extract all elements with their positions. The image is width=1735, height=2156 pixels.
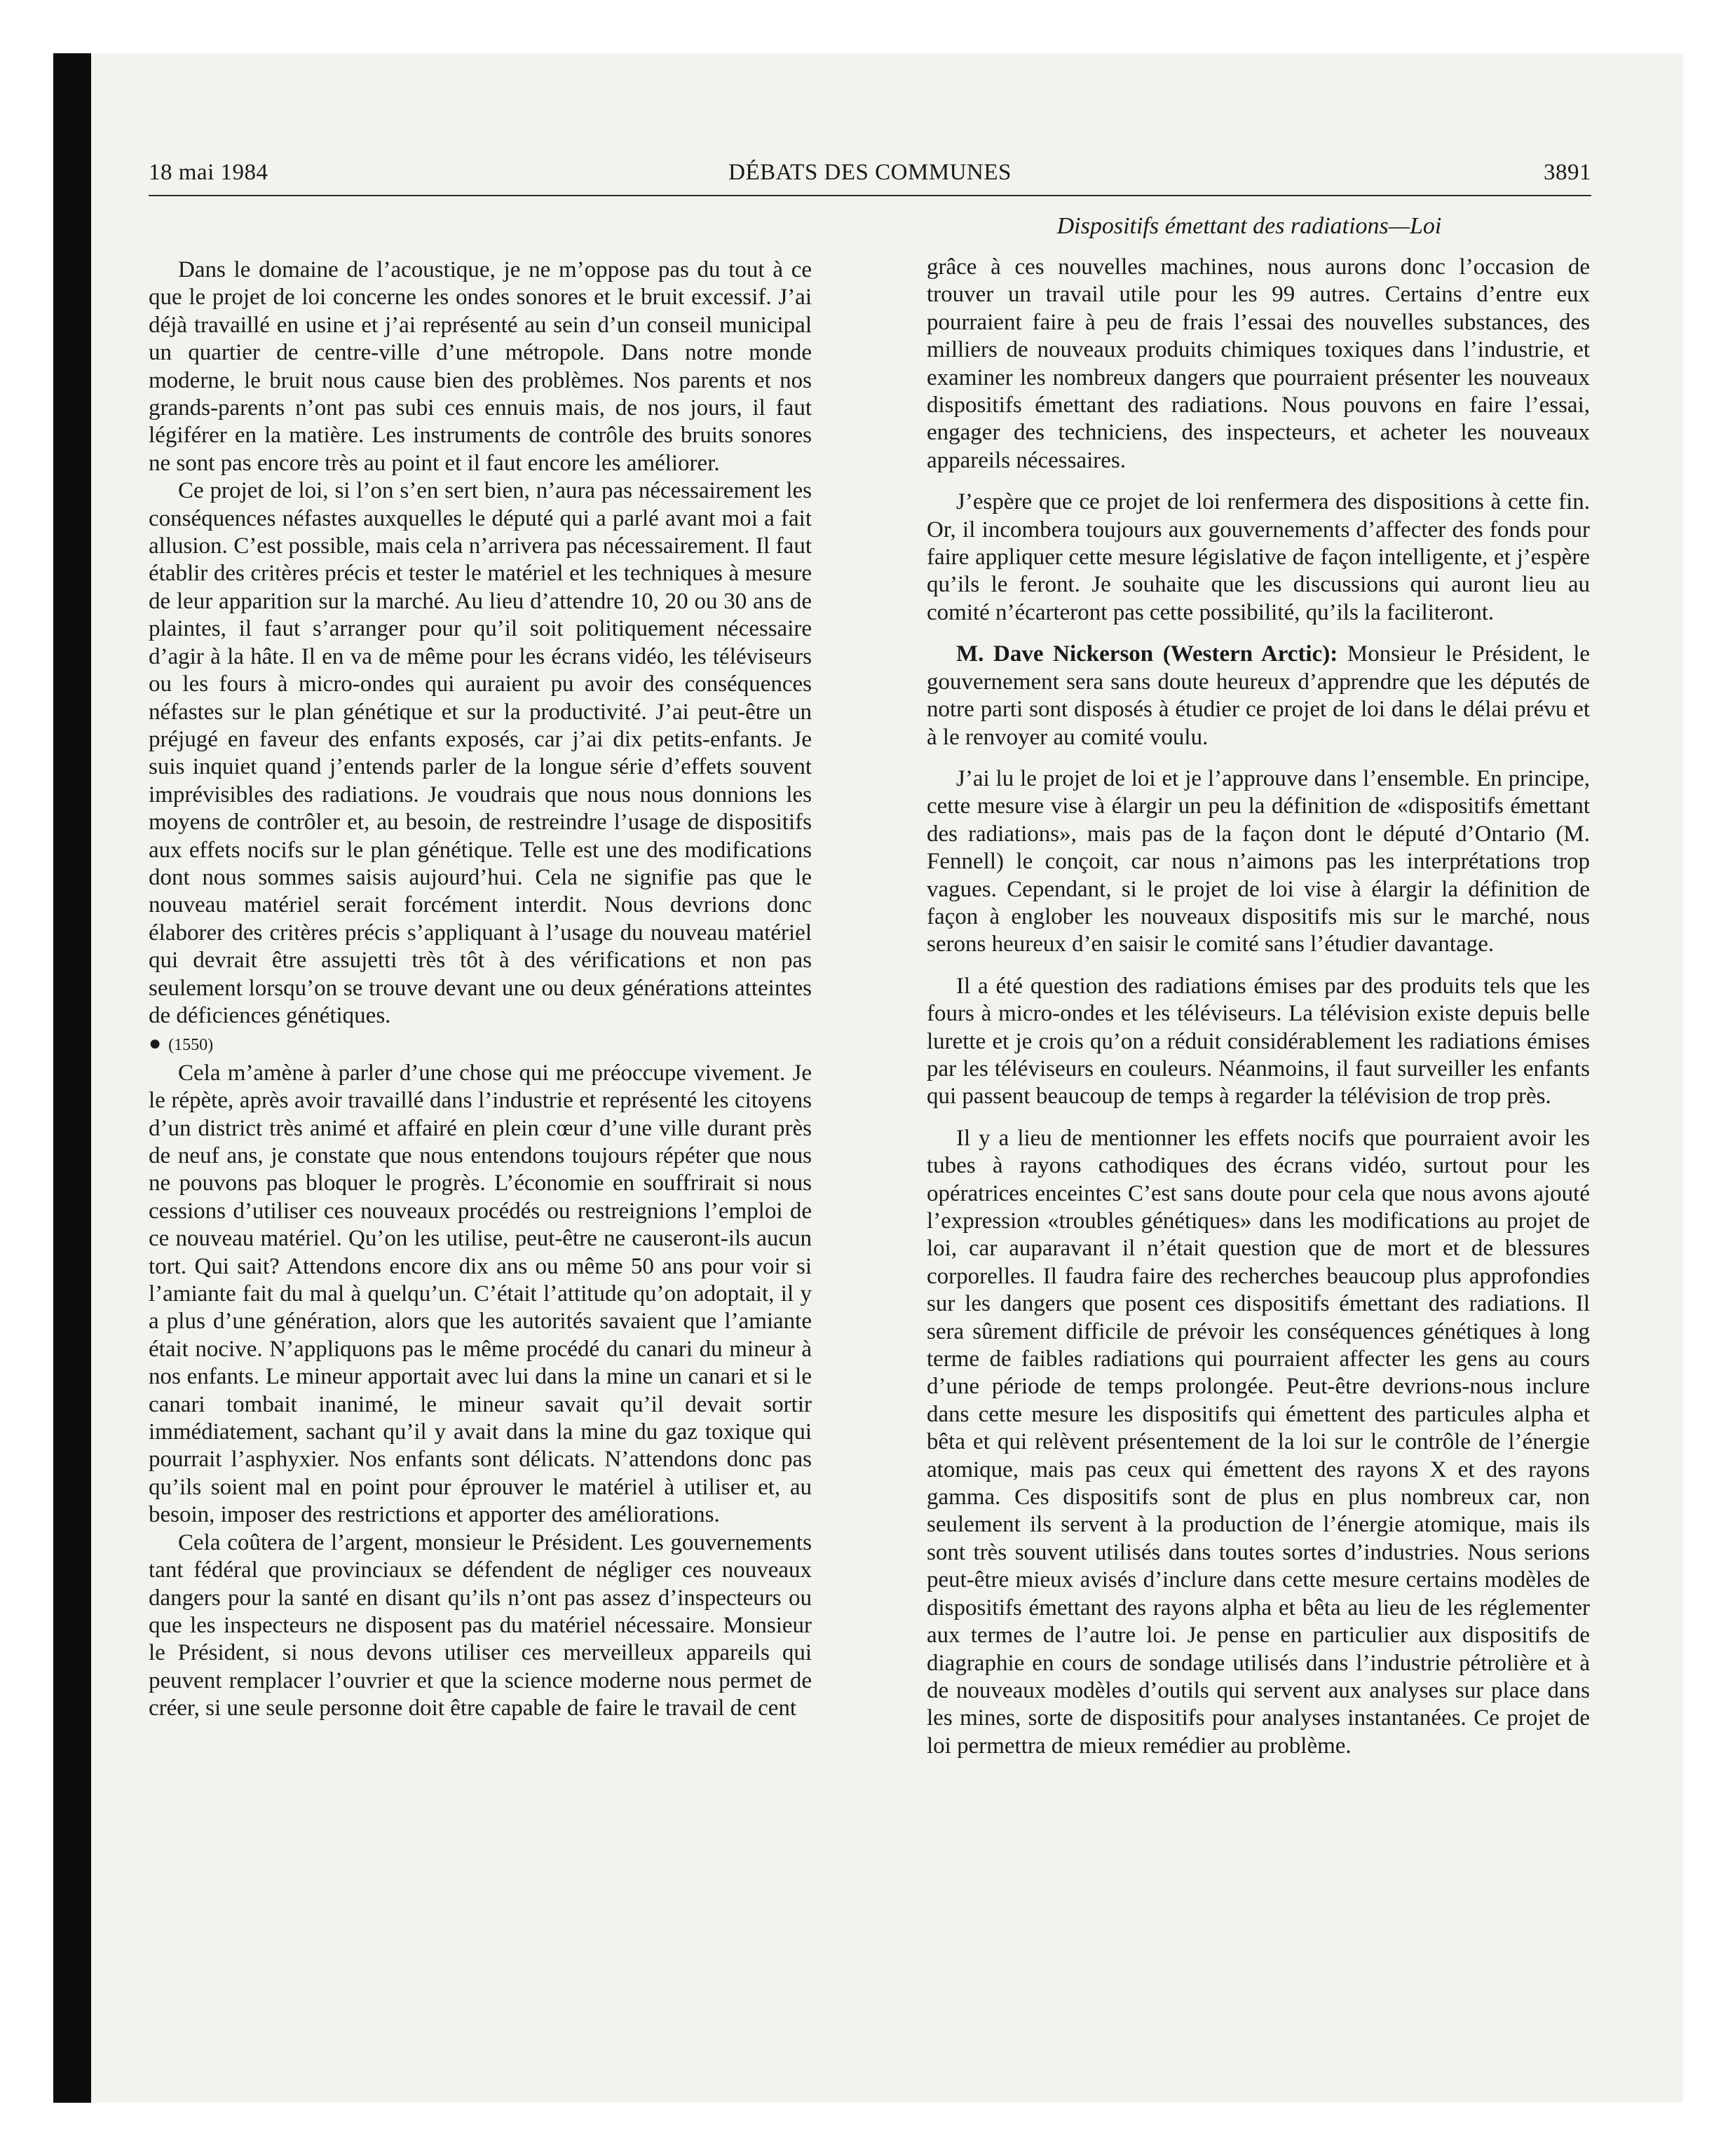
time-marker-label: (1550): [168, 1036, 214, 1055]
section-subhead: Dispositifs émettant des radiations—Loi: [1056, 213, 1442, 239]
paragraph: Cela m’amène à parler d’une chose qui me préoccupe vivement. Je le répète, après avoir travaillé dans l’industrie et représenté les citoyens d’un district très animé et affairé en plein cœur d’une ville durant près de neuf ans, je constate que nous entendons toujours répéter que nous ne pouvons pas bloquer le progrès. L’économie en souffrirait si nous cessions d’utiliser ces nouveaux procédés ou restreignions l’emploi de ce nouveau matériel. Qu’on les utilise, peut-être ne causeront-ils aucun tort. Qui sait? Attendons encore dix ans ou même 50 ans pour voir si l’amiante fait du mal à quelqu’un. C’était l’attitude qu’on adoptait, il y a plus d’une génération, alors que les autorités savaient que l’amiante était nocive. N’appliquons pas le même procédé du canari du mineur à nos enfants. Le mineur apportait avec lui dans la mine un canari et si le canari tombait inanimé, le mineur savait qu’il devait sortir immédiatement, sachant qu’il y avait dans la mine du gaz toxique qui pourrait l’asphyxier. Nos enfants sont délicats. N’attendons donc pas qu’ils soient mal en point pour éprouver le matériel à utiliser et, au besoin, imposer des restrictions et apporter des améliorations.: [149, 1060, 812, 1528]
speaker-name: M. Dave Nickerson (Western Arctic):: [956, 641, 1338, 667]
paragraph: Ce projet de loi, si l’on s’en sert bien, n’aura pas nécessairement les conséquences néfastes auxquelles le député qui a parlé avant moi a fait allusion. C’est possible, mais cela n’arrivera pas nécessairement. Il faut établir des critères précis et tester le matériel et les techniques à mesure de leur apparition sur la marché. Au lieu d’attendre 10, 20 ou 30 ans de plaintes, il faut s’arranger pour qu’il soit politiquement nécessaire d’agir à la hâte. Il en va de même pour les écrans vidéo, les téléviseurs ou les fours à micro-ondes qui auraient pu avoir des conséquences néfastes sur le plan génétique et sur la productivité. J’ai peut-être un préjugé en faveur des enfants exposés, car j’ai dix petits-enfants. Je suis inquiet quand j’entends parler de la longue série d’effets souvent imprévisibles des radiations. Je voudrais que nous nous donnions les moyens de contrôler et, au besoin, de restreindre l’usage de dispositifs aux effets nocifs sur le plan génétique. Telle est une des modifications dont nous sommes saisis aujourd’hui. Cela ne signifie pas que le nouveau matériel serait forcément interdit. Nous devrions donc élaborer des critères précis s’appliquant à l’usage du nouveau matériel qui devrait être assujetti très tôt à des vérifications et non pas seulement lorsqu’on se trouve devant une ou deux générations atteintes de déficiences génétiques.: [149, 478, 812, 1028]
paragraph: Cela coûtera de l’argent, monsieur le Président. Les gouvernements tant fédéral que provinciaux se défendent de négliger ces nouveaux dangers pour la santé en disant qu’ils n’ont pas assez d’inspecteurs ou que les inspecteurs ne disposent pas du matériel nécessaire. Monsieur le Président, si nous devons utiliser ces merveilleux appareils qui peuvent remplacer l’ouvrier et que la science moderne nous permet de créer, si une seule personne doit être capable de faire le travail de cent: [149, 1529, 812, 1721]
speech-text: Monsieur le Président, le gouvernement sera sans doute heureux d’apprendre que les députés de notre parti sont disposés à étudier ce projet de loi dans le délai prévu et à le renvoyer au comité voulu.: [927, 641, 1591, 750]
left-column: [149, 257, 812, 1723]
paragraph: Dans le domaine de l’acoustique, je ne m’oppose pas du tout à ce que le projet de loi concerne les ondes sonores et le bruit excessif. J’ai déjà travaillé en usine et j’ai représenté au sein d’un conseil municipal un quartier de centre-ville d’une métropole. Dans notre monde moderne, le bruit nous cause bien des problèmes. Nos parents et nos grands-parents n’ont pas subi ces ennuis mais, de nos jours, il faut légiférer en la matière. Les instruments de contrôle des bruits sonores ne sont pas encore très au point et il faut encore les améliorer.: [149, 257, 812, 476]
bullet-icon: ●: [149, 1032, 162, 1056]
right-column: [927, 254, 1590, 1760]
binding-shadow: [53, 53, 91, 2103]
speech-paragraph: [927, 641, 1590, 751]
paragraph: J’ai lu le projet de loi et je l’approuve dans l’ensemble. En principe, cette mesure vise à élargir un peu la définition de «dispositifs émettant des radiations», mais pas de la façon dont le député d’Ontario (M. Fennell) le conçoit, car nous n’aimons pas les interprétations trop vagues. Cependant, si le projet de loi vise à élargir la définition de façon à englober les nouveaux dispositifs mis sur le marché, nous serons heureux d’en saisir le comité sans l’étudier davantage.: [927, 765, 1590, 957]
running-header: [149, 160, 1591, 198]
header-rule: [149, 195, 1591, 196]
paragraph: grâce à ces nouvelles machines, nous aurons donc l’occasion de trouver un travail utile pour les 99 autres. Certains d’entre eux pourraient faire à peu de frais l’essai des nouvelles substances, des milliers de nouveaux produits chimiques toxiques dans l’industrie, et examiner les nombreux dangers que pourraient présenter les nouveaux dispositifs émettant des radiations. Nous pouvons en faire l’essai, engager des techniciens, des inspecteurs, et acheter les nouveaux appareils nécessaires.: [927, 254, 1590, 473]
header-page-number: 3891: [1544, 160, 1591, 185]
time-marker: [149, 1030, 812, 1059]
paragraph: J’espère que ce projet de loi renfermera des dispositions à cette fin. Or, il incombera toujours aux gouvernements d’affecter des fonds pour faire appliquer cette mesure législative de façon intelligente, et j’espère qu’ils le feront. Je souhaite que les discussions qui auront lieu au comité n’écarteront pas cette possibilité, qu’ils la faciliteront.: [927, 489, 1590, 625]
paragraph: Il y a lieu de mentionner les effets nocifs que pourraient avoir les tubes à rayons cathodiques des écrans vidéo, surtout pour les opératrices enceintes C’est sans doute pour cela que nous avons ajouté l’expression «troubles génétiques» dans les modifications au projet de loi, car auparavant il n’était question que de mort et de blessures corporelles. Il faudra faire des recherches beaucoup plus approfondies sur les dangers que posent ces dispositifs émettant des radiations. Il sera sûrement difficile de prévoir les conséquences génétiques à long terme de faibles radiations qui pourraient affecter les gens au cours d’une période de temps prolongée. Peut-être devrions-nous inclure dans cette mesure les dispositifs qui émettent des particules alpha et bêta et qui relèvent présentement de la loi sur le contrôle de l’énergie atomique, mais pas ceux qui émettent des rayons X et des rayons gamma. Ces dispositifs sont de plus en plus nombreux car, non seulement ils servent à la production de l’énergie atomique, mais ils sont très souvent utilisés dans toutes sortes d’industries. Nous serions peut-être mieux avisés d’inclure dans cette mesure certains modèles de dispositifs émettant des rayons alpha et bêta au lieu de les réglementer aux termes de l’autre loi. Je pense en particulier aux dispositifs de diagraphie en cours de sondage utilisés dans l’industrie pétrolière et à de nouveaux modèles d’outils qui servent aux analyses sur place dans les mines, sorte de dispositifs pour analyses instantanées. Ce projet de loi permettra de mieux remédier au problème.: [927, 1125, 1590, 1759]
document-page: [149, 160, 1591, 2024]
header-date: 18 mai 1984: [149, 160, 268, 185]
paragraph: Il a été question des radiations émises par des produits tels que les fours à micro-ondes et les téléviseurs. La télévision existe depuis belle lurette et je crois qu’on a réduit considérablement les radiations émises par les téléviseurs en couleurs. Néanmoins, il faut surveiller les enfants qui passent beaucoup de temps à regarder la télévision de trop près.: [927, 973, 1590, 1110]
header-journal-title: DÉBATS DES COMMUNES: [728, 160, 1012, 185]
